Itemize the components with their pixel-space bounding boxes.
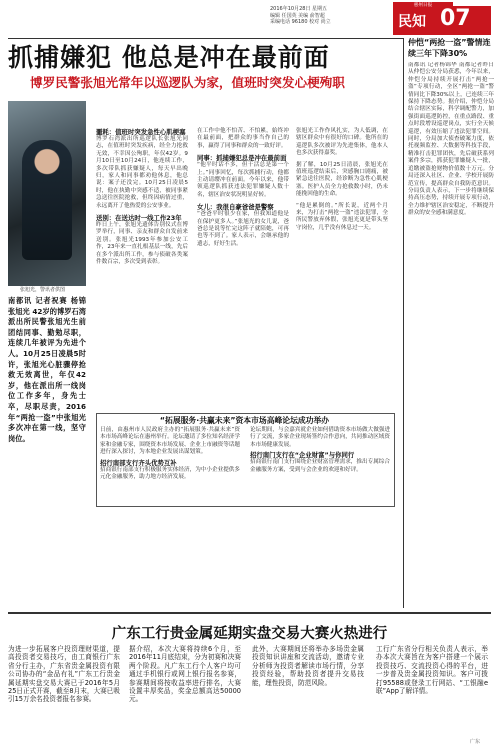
- body-text: 招商银行南门支行围绕企业财富管理需求，推出专属综合金融服务方案，受到与会企业的欢迎和好评。: [250, 459, 390, 473]
- section-heading: 噩耗：值班时突发急性心肌梗塞: [96, 128, 186, 136]
- section-heading: 女儿：我很自豪爸爸是警察: [197, 203, 274, 212]
- section-heading: 同事：抓捕嫌犯总是冲在最前面: [197, 154, 287, 163]
- footer-label: 广东: [470, 739, 481, 745]
- body-text: 昨日上午，张旭光遗体告别仪式在博罗举行，同事、亲友和群众自发前来送别。张旭光1993年参加公安工作，23年来一直扎根基层一线，先后在多个派出所工作，参与侦破各类案件数百宗，多次受到表彰。: [96, 222, 188, 266]
- body-text: 招商银行南部支行积极服务实体经济，为中小企业提供多元化金融服务，助力地方经济发展。: [100, 466, 240, 481]
- sidebar-title: 仲恺“两抢一盗”警情连续三年下降30%: [408, 38, 491, 58]
- body-text: “爸爸平时很少在家，但我知道他是在保护更多人。”张旭光的女儿说，爸爸总是说等忙完这阵子就陪她，可再也等不到了。家人表示，会继承他的遗志，好好生活。: [197, 211, 289, 247]
- sidebar-body: 南都讯 记者杨锦华 南都记者昨日从仲恺公安分局获悉，今年以来，仲恺分局持续开展打击“两抢一盗”专项行动，全区“两抢一盗”警情同比下降30%以上，已连续三年保持下降态势。据介绍，仲恺分局结合辖区实际，科学调配警力，加强街面巡逻防控，在重点路段、重点时段增设巡逻岗点，实行全天候巡逻，有效压缩了违法犯罪空间。同时，分局加大侦查破案力度，依托视频监控、大数据等科技手段，精准打击犯罪团伙，先后破获系列案件多宗，抓获犯罪嫌疑人一批，追缴被盗抢财物价值数十万元。分局还深入社区、企业、学校开展防范宣传，提高群众自我防范意识。分局负责人表示，下一步将继续保持高压态势，持续开展专项行动，全力维护辖区治安稳定，不断提升群众的安全感和满意度。: [408, 62, 494, 217]
- article-column-1: [96, 128, 188, 267]
- page-title: 抓捕嫌犯 他总是冲在最前面: [8, 43, 330, 72]
- editor-line: 编辑 任国英 美编 俞智超: [270, 12, 325, 19]
- section-heading: 招行南部支行齐头优势互补: [100, 458, 177, 467]
- paper-tag: 惠州日报: [393, 2, 453, 8]
- edition-info: [270, 6, 385, 26]
- officer-portrait-icon: [22, 140, 72, 260]
- page-number: 07: [440, 6, 471, 31]
- date-line: 2016年10月28日 星期五: [270, 6, 328, 12]
- proof-line: 采编电话 96180 校对 尚立: [270, 19, 331, 26]
- body-text: “他是累倒的。”所长说，近两个月来，为打击“两抢一盗”违法犯罪，全所民警放弃休假，张旭光更是带头坚守岗位，几乎没有休息过一天。: [296, 202, 388, 231]
- boxed-column-left: [100, 427, 240, 481]
- ad-rule: [8, 612, 491, 614]
- section-name: 民知: [398, 14, 426, 30]
- body-text: “他平时话不多，但干活总是第一个上。”同事回忆，每次抓捕行动，他都主动请缨冲在前面。今年以来，他带领巡逻队抓获违法犯罪嫌疑人数十名，辖区治安状况明显好转。: [197, 162, 289, 198]
- boxed-article-title: “拓展服务·共赢未来”资本市场高峰论坛成功举办: [159, 416, 330, 425]
- body-text: 日前，由惠州市人民政府主办的“拓展服务·共赢未来”资本市场高峰论坛在惠州举行。论坛邀请了多位知名经济学家和金融专家，围绕资本市场发展、企业上市融资等话题进行深入探讨，为本地企业发展出谋划策。: [100, 427, 240, 456]
- article-column-2: [197, 128, 289, 248]
- article-column-3: [296, 128, 388, 232]
- boxed-column-right: [250, 427, 390, 474]
- header-rule: [8, 38, 404, 39]
- photo-caption: 张旭光，警讯者供图: [20, 287, 66, 293]
- section-heading: 送别：在送达时一线工作23年: [96, 214, 182, 223]
- body-text: 论坛期间，与会嘉宾就企业如何借助资本市场做大做强进行了交流，多家企业现场签约合作意向，共同推动区域资本市场健康发展。: [250, 427, 390, 448]
- ad-column: 工行广东省分行相关负责人表示，举办本次大赛旨在为客户搭建一个展示投资技巧、交流投资心得的平台，进一步普及贵金属投资知识。客户可拨打95588或登录工行网站、“工银融e联”App了解详情。: [376, 645, 488, 696]
- ad-column: 为进一步拓展客户投资理财渠道，提高投资者交易技巧，由工商银行广东省分行主办，广东省贵金属投资有限公司协办的“金品有礼”广东工行贵金属延期实盘交易大赛已于2016年5月25日正式开赛，截至8月末，大赛已吸引15万余名投资者报名参赛。: [8, 645, 120, 704]
- ad-title: 广东工行贵金属延期实盘交易大赛火热进行: [111, 626, 388, 642]
- ad-column: 据介绍，本次大赛将持续6个月，至2016年11月底结束，分为初赛和决赛两个阶段。凡广东工行个人客户均可通过手机银行或网上银行报名参赛，参赛期间将按收益率进行排名，大赛设置丰厚奖品，奖金总额高达50000元。: [129, 645, 241, 704]
- body-text: 据了解，10月25日清晨，张旭光在值班巡逻结束后，突感胸口剧痛，被紧急送往医院，经诊断为急性心肌梗塞。医护人员全力抢救数小时，仍未能挽回他的生命。: [296, 161, 388, 198]
- ad-column: 此外，大赛期间还将举办多场贵金属投资知识讲座和交流活动，邀请专业分析师为投资者解读市场行情，分享投资经验，帮助投资者提升交易技能，理性投资，防范风险。: [252, 645, 364, 687]
- subheadline: 博罗民警张旭光常年以巡逻队为家，值班时突发心梗殉职: [30, 75, 345, 90]
- section-heading: 招行南门支行在“企业财富”与你同行: [250, 451, 355, 460]
- sidebar-divider: [403, 38, 404, 608]
- body-text: 张旭光工作作风扎实，为人低调，在辖区群众中有很好的口碑。他所在的巡逻队多次被评为先进集体，他本人也多次获得嘉奖。: [296, 128, 388, 157]
- body-text: 博罗石湾派出所巡逻队长张旭光同志，在值班时突发疾病，经全力抢救无效，不幸因公殉职，年仅42岁。9月10日至10月24日，他连续工作，多次带队抓获嫌疑人，每天早出晚归，家人和同事都劝他休息，他总说：案子还没完。10月25日凌晨5时，他在执勤中突感不适，被同事紧急送往医院抢救，但终因病情过重，永远离开了他热爱的公安事业。: [96, 136, 188, 209]
- body-text: 在工作中他不怕苦、不怕累，始终冲在最前面，把群众的事当作自己的事，赢得了同事和群众的一致好评。: [197, 128, 289, 149]
- lead-paragraph: 南都讯 记者祝赛 杨锦 张旭光 42岁的博罗石湾派出所民警张旭光生前团结同事、勤勉尽职，连续几年被评为先进个人。10月25日凌晨5时许，张旭光心脏骤停抢救无效离世，年仅42岁，他在派出所一线岗位工作多年，身先士卒，尽职尽责，2016年“两抢一盗”中张旭光多次冲在第一线，坚守岗位。: [8, 296, 86, 443]
